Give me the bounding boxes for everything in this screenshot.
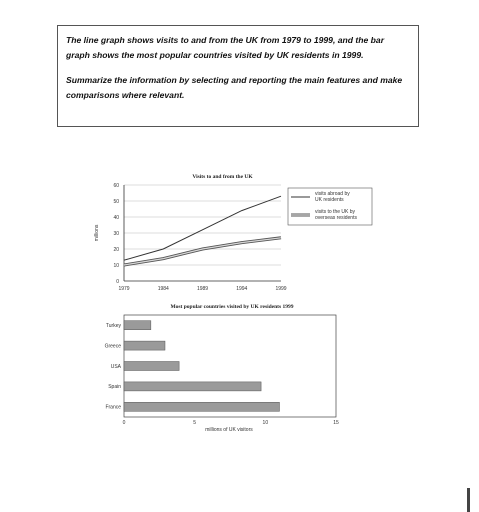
bar-category-label: Turkey	[105, 323, 121, 329]
task-paragraph-2: Summarize the information by selecting and reporting the main features and make comparisons where relevant.	[66, 75, 403, 100]
bar-france	[124, 402, 279, 411]
y-tick-label: 30	[113, 230, 119, 237]
legend-label-overseas-2: overseas residents	[315, 215, 357, 221]
bar-x-tick-label: 0	[122, 420, 126, 426]
y-tick-label: 40	[113, 214, 119, 221]
scrollbar-thumb[interactable]	[467, 488, 470, 512]
bar-x-tick-label: 15	[333, 420, 339, 426]
y-tick-label: 10	[113, 262, 119, 269]
bar-category-label: Spain	[108, 384, 121, 391]
legend-label-uk-residents-1: visits abroad by	[315, 191, 350, 197]
bar-chart-x-axis-label: millions of UK visitors	[205, 427, 253, 433]
task-paragraph-1: The line graph shows visits to and from the UK from 1979 to 1999, and the bar graph shows the most popular countries visited by UK residents in 1999.	[66, 35, 385, 60]
x-tick-label: 1994	[236, 286, 248, 292]
line-chart-y-axis-label: millions	[94, 224, 100, 242]
x-tick-label: 1979	[118, 286, 130, 292]
y-tick-label: 20	[113, 246, 119, 253]
y-tick-label: 60	[113, 182, 119, 189]
y-tick-label: 0	[116, 278, 119, 285]
bar-x-tick-label: 10	[262, 420, 269, 426]
line-chart-title: Visits to and from the UK	[192, 174, 253, 180]
legend-label-overseas-1: visits to the UK by	[315, 209, 356, 215]
bar-greece	[124, 341, 165, 350]
series-line-uk-residents-abroad	[124, 196, 281, 260]
x-tick-label: 1989	[196, 286, 209, 292]
bar-turkey	[124, 321, 151, 330]
bar-chart-title: Most popular countries visited by UK residents 1999	[170, 304, 294, 310]
x-tick-label: 1984	[157, 286, 169, 292]
y-tick-label: 50	[113, 198, 119, 205]
bar-category-label: USA	[110, 363, 121, 370]
bar-category-label: Greece	[104, 343, 121, 350]
bar-spain	[124, 382, 261, 391]
x-tick-label: 1999	[275, 286, 287, 292]
bar-x-tick-label: 5	[193, 420, 197, 426]
legend-label-uk-residents-2: UK residents	[315, 197, 344, 203]
bar-usa	[124, 362, 179, 371]
bar-category-label: France	[105, 404, 121, 411]
